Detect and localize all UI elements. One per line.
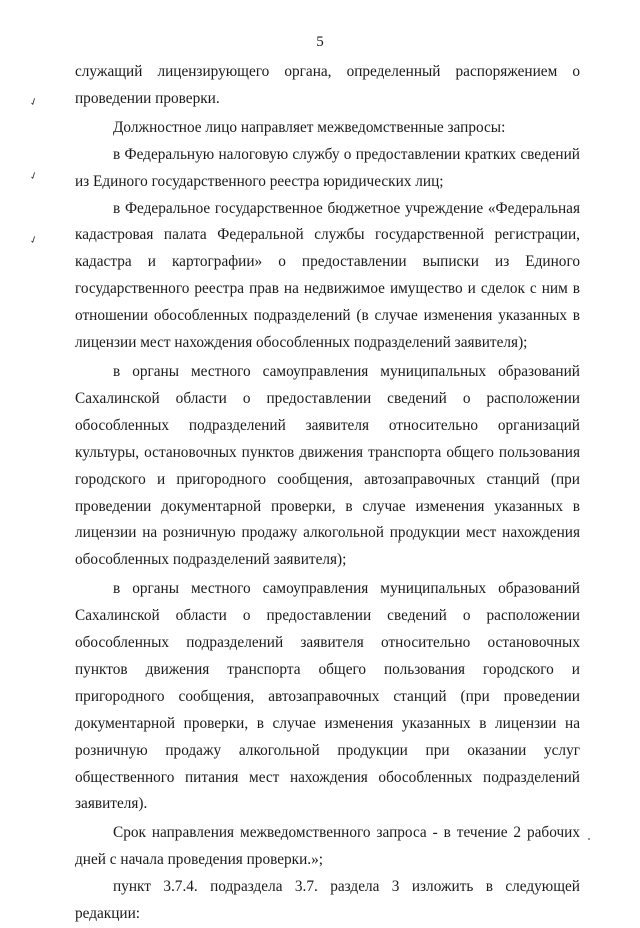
margin-tick-mark: ✓ bbox=[28, 95, 40, 110]
paragraph-intro: Должностное лицо направляет межведомственные запросы: bbox=[113, 118, 506, 136]
paragraph-tax-service: в Федеральную налоговую службу о предоставлении кратких сведений из Единого государственного реестра юридических лиц; bbox=[75, 145, 580, 190]
document-body bbox=[75, 59, 580, 928]
margin-tick-mark: ✓ bbox=[28, 169, 40, 184]
scan-speck bbox=[588, 838, 590, 840]
paragraph-cadastral-chamber: в Федеральное государственное бюджетное учреждение «Федеральная кадастровая палата Федеральной службы государственной регистрации, кадастра и картографии» о предоставлении выписки из Единого государственного реестра прав на недвижимое имущество и сделок с ним в отношении обособленных подразделений (в случае изменения указанных в лицензии мест нахождения обособленных подразделений заявителя); bbox=[75, 199, 580, 352]
margin-tick-mark: ✓ bbox=[28, 233, 40, 248]
page-number: 5 bbox=[316, 34, 324, 50]
paragraph-local-authorities-1: в органы местного самоуправления муниципальных образований Сахалинской области о предоставлении сведений о расположении обособленных подразделений заявителя относительно организаций культуры, остановочных пунктов движения транспорта общего пользования городского и пригородного сообщения, автозаправочных станций (при проведении документарной проверки, в случае изменения указанных в лицензии на розничную продажу алкогольной продукции мест нахождения обособленных подразделений заявителя); bbox=[75, 362, 580, 569]
paragraph-request-deadline: Срок направления межведомственного запроса - в течение 2 рабочих дней с начала проведения проверки.»; bbox=[75, 824, 580, 869]
paragraph-item-3-7-4: пункт 3.7.4. подраздела 3.7. раздела 3 изложить в следующей редакции: bbox=[75, 878, 580, 923]
paragraph-local-authorities-2: в органы местного самоуправления муниципальных образований Сахалинской области о предоставлении сведений о расположении обособленных подразделений заявителя относительно остановочных пунктов движения транспорта общего пользования городского и пригородного сообщения, автозаправочных станций (при проведении документарной проверки, в случае изменения указанных в лицензии на розничную продажу алкогольной продукции при оказании услуг общественного питания мест нахождения обособленных подразделений заявителя). bbox=[75, 580, 580, 813]
paragraph-continuation: служащий лицензирующего органа, определенный распоряжением о проведении проверки. bbox=[75, 63, 580, 107]
